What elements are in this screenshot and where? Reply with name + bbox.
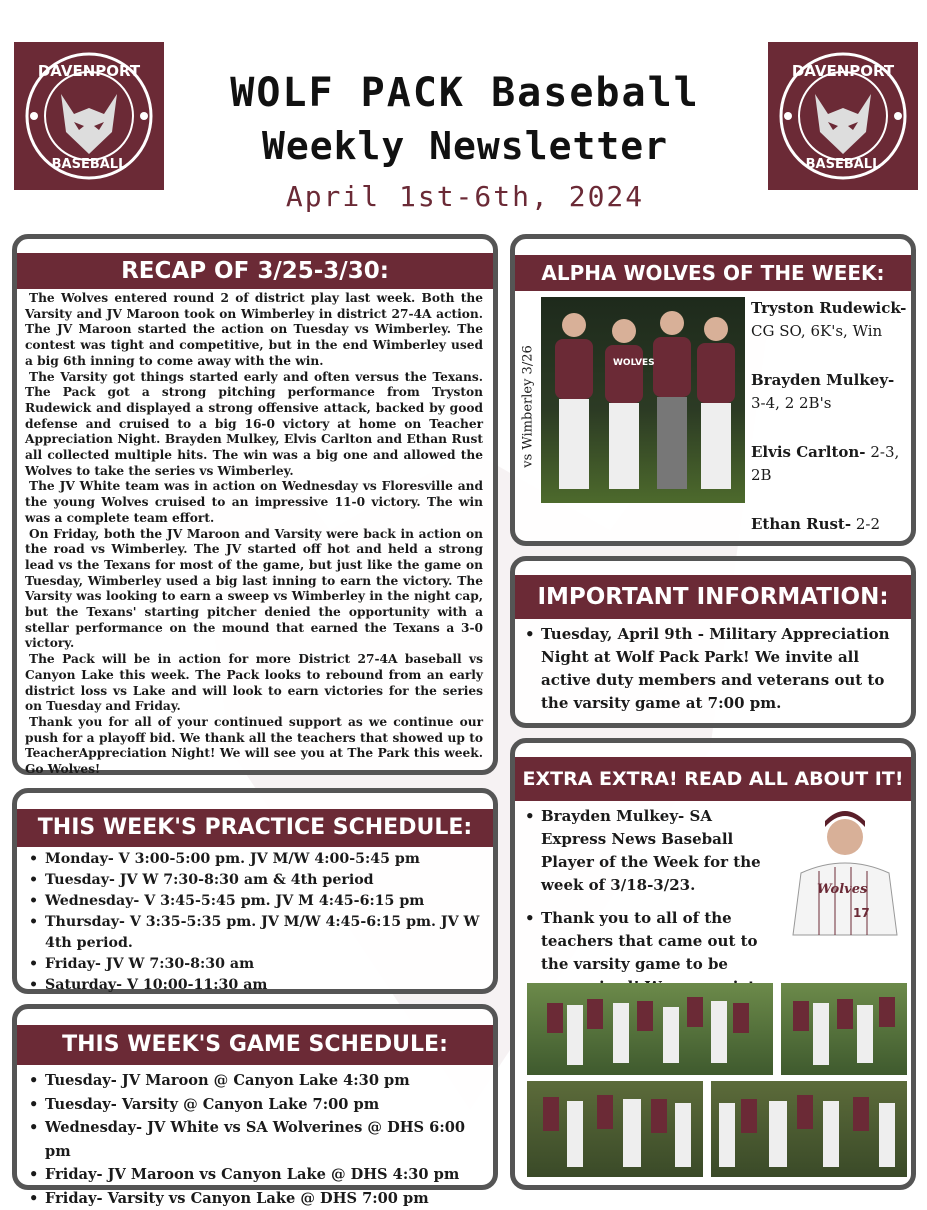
practice-list [17,849,493,996]
alpha-player [751,441,911,513]
player-stats: 2-2 [856,515,880,533]
recap-paragraph: The Pack will be in action for more District 27-4A baseball vs Canyon Lake this week. The Pack looks to rebound from an early district loss vs Lake and will look to earn victories for the series on Tuesday and Friday. [25,652,483,715]
list-item: • Tuesday, April 9th - Military Appreciation Night at Wolf Pack Park! We invite all active duty members and veterans out to the varsity game at 7:00 pm. [541,623,899,715]
alpha-player [751,513,911,536]
players-photo-icon [711,1081,907,1177]
svg-text:BASEBALL: BASEBALL [52,157,127,172]
players-photo-icon [541,297,745,503]
players-photo-icon [527,983,773,1075]
recap-paragraph: The Varsity got things started early and often versus the Texans. The Pack got a strong pitching performance from Tryston Rudewick and displayed a strong offensive attack, backed by good defense and cruised to a big 16-0 victory at home on Teacher Appreciation Night. Brayden Mulkey, Elvis Carlton and Ethan Rust all collected multiple hits. The win was a big one and allowed the Wolves to take the series vs Wimberley. [25,370,483,480]
recap-heading: RECAP OF 3/25-3/30: [17,253,493,289]
davenport-baseball-logo [14,42,164,190]
games-heading: THIS WEEK'S GAME SCHEDULE: [17,1025,493,1065]
svg-text:WOLVES: WOLVES [613,358,655,368]
practice-heading: THIS WEEK'S PRACTICE SCHEDULE: [17,809,493,847]
list-item: • Tuesday- JV Maroon @ Canyon Lake 4:30 pm [45,1069,493,1093]
player-name: Elvis Carlton- [751,443,866,461]
player-portrait [779,801,911,935]
important-heading: IMPORTANT INFORMATION: [515,575,911,619]
player-stats: 2-3, 2B [751,443,899,484]
davenport-baseball-logo [768,42,918,190]
newsletter-title-line2: Weekly Newsletter [170,124,760,168]
list-item: • Thursday- V 3:35-5:35 pm. JV M/W 4:45-6:15 pm. JV W 4th period. [45,912,493,954]
svg-text:BASEBALL: BASEBALL [806,157,881,172]
svg-text:Wolves: Wolves [817,882,868,897]
list-item: • Friday- JV W 7:30-8:30 am [45,954,493,975]
list-item: • Saturday- V 10:00-11:30 am [45,975,493,996]
team-photo [781,983,907,1075]
recap-paragraph: The Wolves entered round 2 of district play last week. Both the Varsity and JV Maroon took on Wimberley in district 27-4A action. The JV Maroon started the action on Tuesday vs Wimberley. The contest was tight and competitive, but in the end Wimberley used a big 6th inning to come away with the win. [25,291,483,370]
list-item: • Tuesday- JV W 7:30-8:30 am & 4th period [45,870,493,891]
player-stats: CG SO, 6K's, Win [751,322,882,340]
recap-body [25,291,483,778]
list-item: • Wednesday- JV White vs SA Wolverines @ DHS 6:00 pm [45,1116,493,1163]
recap-card [12,234,498,775]
alpha-player [751,297,911,369]
extra-card [510,738,916,1190]
list-item: • Thank you to all of the teachers that came out to the varsity game to be [541,907,786,1022]
alpha-wolves-card [510,234,916,546]
list-item: • Monday- V 3:00-5:00 pm. JV M/W 4:00-5:45 pm [45,849,493,870]
alpha-heading: ALPHA WOLVES OF THE WEEK: [515,255,911,291]
player-stats: 3-4, 2 2B's [751,394,831,412]
list-item: • Friday- Varsity vs Canyon Lake @ DHS 7:00 pm [45,1187,493,1210]
svg-text:17: 17 [853,906,870,920]
svg-text:DAVENPORT: DAVENPORT [38,62,141,80]
newsletter-dates: April 1st-6th, 2024 [170,180,760,213]
list-item: • Wednesday- V 3:45-5:45 pm. JV M 4:45-6:15 pm [45,891,493,912]
player-name: Brayden Mulkey- [751,371,894,389]
games-list [17,1069,493,1210]
team-photo [711,1081,907,1177]
extra-heading: EXTRA EXTRA! READ ALL ABOUT IT! [515,757,911,801]
list-item: • Brayden Mulkey- SA Express News Baseball Player of the Week for the week of 3/18-3/23. [541,805,777,897]
list-item: • Tuesday- Varsity @ Canyon Lake 7:00 pm [45,1093,493,1117]
game-schedule-card [12,1004,498,1190]
newsletter-title-line1: WOLF PACK Baseball [170,70,760,116]
players-photo-icon [527,1081,703,1177]
important-list [515,623,899,715]
svg-text:DAVENPORT: DAVENPORT [792,62,895,80]
team-photo [527,1081,703,1177]
recap-paragraph: The JV White team was in action on Wednesday vs Floresville and the young Wolves cruised to an impressive 11-0 victory. The win was a complete team effort. [25,479,483,526]
player-name: Ethan Rust- [751,515,851,533]
practice-schedule-card [12,788,498,994]
player-name: Tryston Rudewick- [751,299,906,317]
recap-paragraph: Thank you for all of your continued support as we continue our push for a playoff bid. We thank all the teachers that showed up to TeacherAppreciation Night! We will see you at The Park this week. Go Wolves! [25,715,483,778]
alpha-players-list [751,297,911,536]
recap-paragraph: On Friday, both the JV Maroon and Varsity were back in action on the road vs Wimberley. The JV started off hot and held a strong lead vs the Texans for most of the game, but just like the game on Tuesday, Wimberley used a big last inning to earn the victory. The Varsity was looking to earn a sweep vs Wimberley in the night cap, but the Texans' starting pitcher denied the opportunity with a stellar performance on the mound that earned the Texans a 3-0 victory. [25,527,483,653]
list-item: • Friday- JV Maroon vs Canyon Lake @ DHS 4:30 pm [45,1163,493,1187]
team-photo [527,983,773,1075]
players-photo-icon [781,983,907,1075]
important-info-card [510,556,916,728]
alpha-team-photo [541,297,745,503]
photo-caption: vs Wimberley 3/26 [521,342,536,472]
alpha-player [751,369,911,441]
